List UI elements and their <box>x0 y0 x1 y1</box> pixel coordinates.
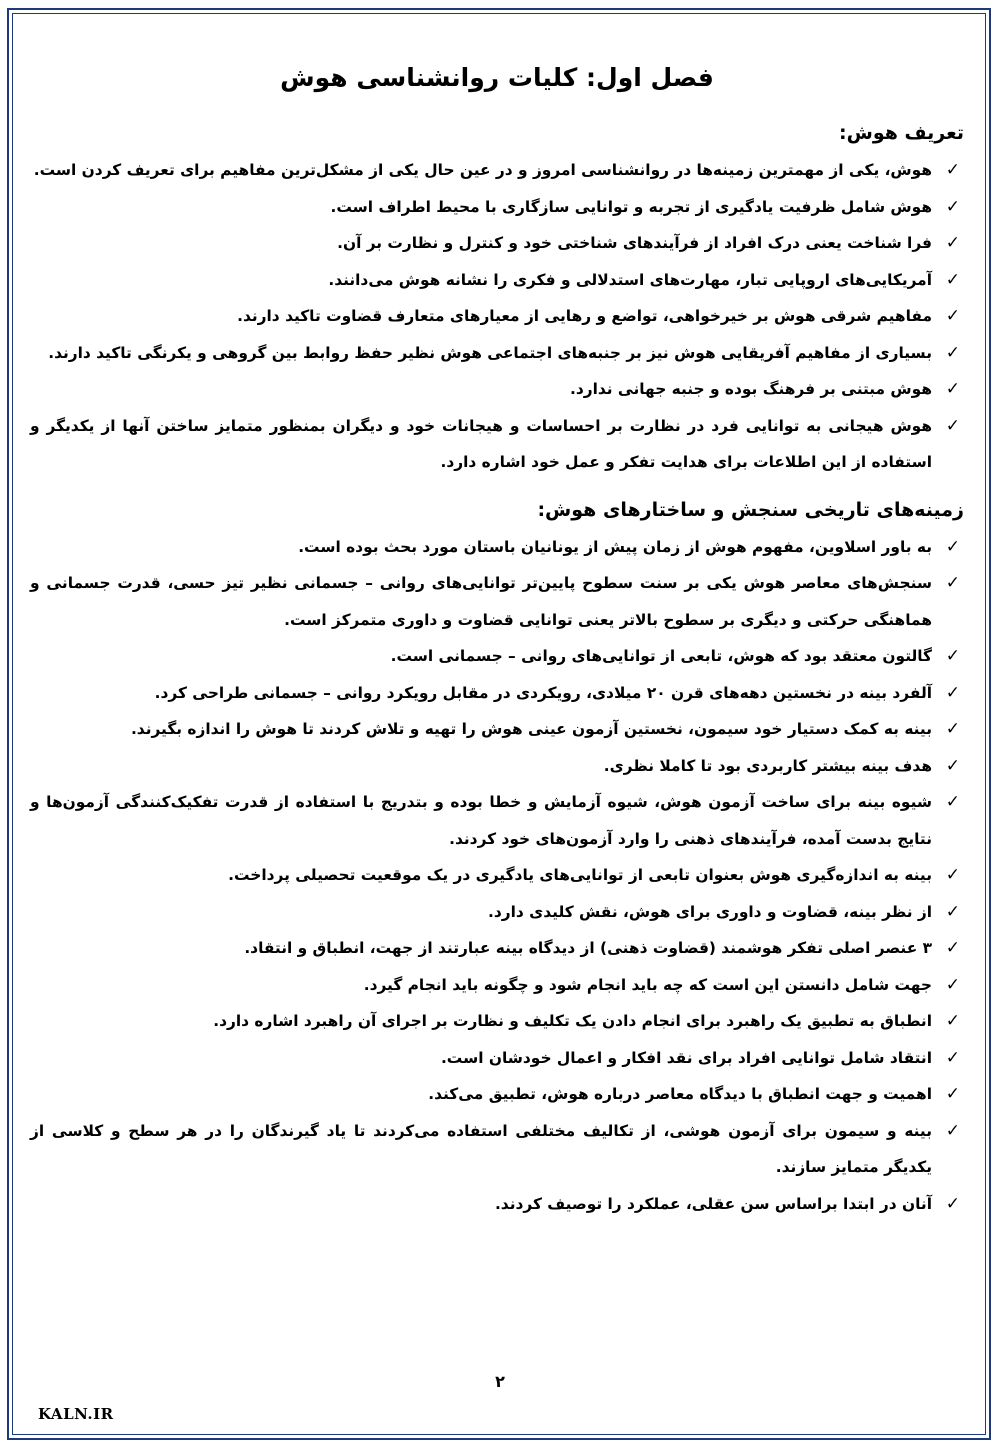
list-item-text: فرا شناخت یعنی درک افراد از فرآیندهای شناختی خود و کنترل و نظارت بر آن. <box>337 234 932 252</box>
list-item-text: انطباق به تطبیق یک راهبرد برای انجام دادن یک تکلیف و نظارت بر اجرای آن راهبرد اشاره دارد. <box>213 1012 932 1030</box>
check-mark-icon: ✓ <box>945 1084 960 1104</box>
check-mark-icon: ✓ <box>945 719 960 739</box>
list-item <box>30 335 964 372</box>
check-mark-icon: ✓ <box>945 269 960 290</box>
check-mark-icon: ✓ <box>945 1193 960 1214</box>
page-number: ۲ <box>495 1372 505 1391</box>
list-item <box>30 638 964 675</box>
list-item <box>30 1186 964 1223</box>
check-mark-icon: ✓ <box>945 573 960 593</box>
list-item-text: انتقاد شامل توانایی افراد برای نقد افکار و اعمال خودشان است. <box>440 1048 932 1067</box>
list-item <box>30 152 964 189</box>
check-mark-icon: ✓ <box>945 682 960 703</box>
list-item-text: آلفرد بینه در نخستین دهه‌های قرن ۲۰ میلادی، رویکردی در مقابل رویکرد روانی – جسمانی طراحی کرد. <box>154 683 932 702</box>
list-item <box>30 225 964 262</box>
check-mark-icon: ✓ <box>945 196 960 217</box>
list-item-text: آنان در ابتدا براساس سن عقلی، عملکرد را توصیف کردند. <box>494 1194 932 1213</box>
list-item-text: گالتون معتقد بود که هوش، تابعی از توانایی‌های روانی – جسمانی است. <box>390 647 932 665</box>
check-mark-icon: ✓ <box>945 342 960 363</box>
list-item-text: بسیاری از مفاهیم آفریقایی هوش نیز بر جنبه‌های اجتماعی هوش نظیر حفظ روابط بین گروهی و یکرنگی تاکید دارند. <box>48 343 932 362</box>
list-item <box>30 262 964 299</box>
check-mark-icon: ✓ <box>945 536 960 557</box>
check-mark-icon: ✓ <box>945 865 960 885</box>
check-mark-icon: ✓ <box>945 974 960 995</box>
list-item <box>30 298 964 335</box>
list-item-text: مفاهیم شرقی هوش بر خیرخواهی، تواضع و رهایی از معیارهای متعارف قضاوت تاکید دارند. <box>237 307 932 325</box>
page-content <box>30 60 964 1222</box>
list-item-text: هوش هیجانی به توانایی فرد در نظارت بر احساسات و هیجانات خود و دیگران بمنظور متمایز ساختن آنها از یکدیگر و استفاده از این اطلاعات برای هدایت تفکر و عمل خود اشاره دارد. <box>30 416 932 471</box>
list-item-text: هوش شامل ظرفیت یادگیری از تجربه و توانایی سازگاری با محیط اطراف است. <box>330 197 932 216</box>
check-mark-icon: ✓ <box>945 938 960 958</box>
list-item-text: اهمیت و جهت انطباق با دیدگاه معاصر درباره هوش، تطبیق می‌کند. <box>428 1085 932 1103</box>
list-item-text: جهت شامل دانستن این است که چه باید انجام شود و چگونه باید انجام گیرد. <box>363 975 932 994</box>
list-item <box>30 930 964 967</box>
list-item <box>30 675 964 712</box>
list-item-text: سنجش‌های معاصر هوش یکی بر سنت سطوح پایین‌تر توانایی‌های روانی – جسمانی نظیر تیز حسی، قدرت جسمانی و هماهنگی حرکتی و دیگری بر سطوح بالاتر یعنی توانایی قضاوت و داوری متمرکز است. <box>30 574 932 629</box>
check-mark-icon: ✓ <box>945 415 960 436</box>
check-mark-icon: ✓ <box>945 792 960 812</box>
list-item-text: هوش، یکی از مهمترین زمینه‌ها در روانشناسی امروز و در عین حال یکی از مشکل‌ترین مفاهیم برای تعریف کردن است. <box>33 161 932 179</box>
list-item-text: بینه و سیمون برای آزمون هوشی، از تکالیف مختلفی استفاده می‌کردند تا یاد گیرندگان را در هر سطح و کلاسی از یکدیگر متمایز سازند. <box>30 1121 932 1176</box>
list-item <box>30 565 964 638</box>
list-item <box>30 894 964 931</box>
list-item <box>30 189 964 226</box>
list-item <box>30 529 964 566</box>
list-item-text: ۳ عنصر اصلی تفکر هوشمند (قضاوت ذهنی) از دیدگاه بینه عبارتند از جهت، انطباق و انتقاد. <box>244 939 932 957</box>
list-item <box>30 748 964 785</box>
list-item <box>30 857 964 894</box>
check-mark-icon: ✓ <box>945 306 960 326</box>
check-mark-icon: ✓ <box>945 160 960 180</box>
list-item-text: آمریکایی‌های اروپایی تبار، مهارت‌های استدلالی و فکری را نشانه هوش می‌دانند. <box>328 270 932 289</box>
check-mark-icon: ✓ <box>945 901 960 922</box>
list-item-text: به باور اسلاوین، مفهوم هوش از زمان پیش از یونانیان باستان مورد بحث بوده است. <box>298 537 932 556</box>
bullet-list-history <box>30 529 964 1223</box>
chapter-title: فصل اول: کلیات روانشناسی هوش <box>280 63 714 92</box>
check-mark-icon: ✓ <box>945 1047 960 1068</box>
list-item-text: هوش مبتنی بر فرهنگ بوده و جنبه جهانی ندارد. <box>570 380 932 398</box>
list-item <box>30 711 964 748</box>
section-heading-history: زمینه‌های تاریخی سنجش و ساختارهای هوش: <box>537 498 964 521</box>
list-item-text: از نظر بینه، قضاوت و داوری برای هوش، نقش کلیدی دارد. <box>488 902 932 921</box>
list-item-text: شیوه بینه برای ساخت آزمون هوش، شیوه آزمایش و خطا بوده و بتدریج با استفاده از قدرت تفکیک‌کنندگی آزمون‌ها و نتایج بدست آمده، فرآیندهای ذهنی را وارد آزمون‌های خود کردند. <box>30 793 932 848</box>
list-item-text: بینه به اندازه‌گیری هوش بعنوان تابعی از توانایی‌های یادگیری در یک موقعیت تحصیلی پرداخت. <box>228 866 932 884</box>
section-heading-definition: تعریف هوش: <box>839 122 964 144</box>
site-watermark: KALN.IR <box>38 1405 114 1423</box>
check-mark-icon: ✓ <box>945 233 960 253</box>
list-item <box>30 371 964 408</box>
check-mark-icon: ✓ <box>945 646 960 666</box>
list-item-text: بینه به کمک دستیار خود سیمون، نخستین آزمون عینی هوش را تهیه و تلاش کردند تا هوش را اندازه بگیرند. <box>130 720 932 738</box>
list-item <box>30 1003 964 1040</box>
list-item <box>30 784 964 857</box>
list-item <box>30 408 964 481</box>
list-item-text: هدف بینه بیشتر کاربردی بود تا کاملا نظری. <box>603 756 932 775</box>
bullet-list-definition <box>30 152 964 481</box>
check-mark-icon: ✓ <box>945 1011 960 1031</box>
check-mark-icon: ✓ <box>945 1120 960 1141</box>
list-item <box>30 1113 964 1186</box>
check-mark-icon: ✓ <box>945 755 960 776</box>
check-mark-icon: ✓ <box>945 379 960 399</box>
list-item <box>30 1040 964 1077</box>
list-item <box>30 967 964 1004</box>
list-item <box>30 1076 964 1113</box>
